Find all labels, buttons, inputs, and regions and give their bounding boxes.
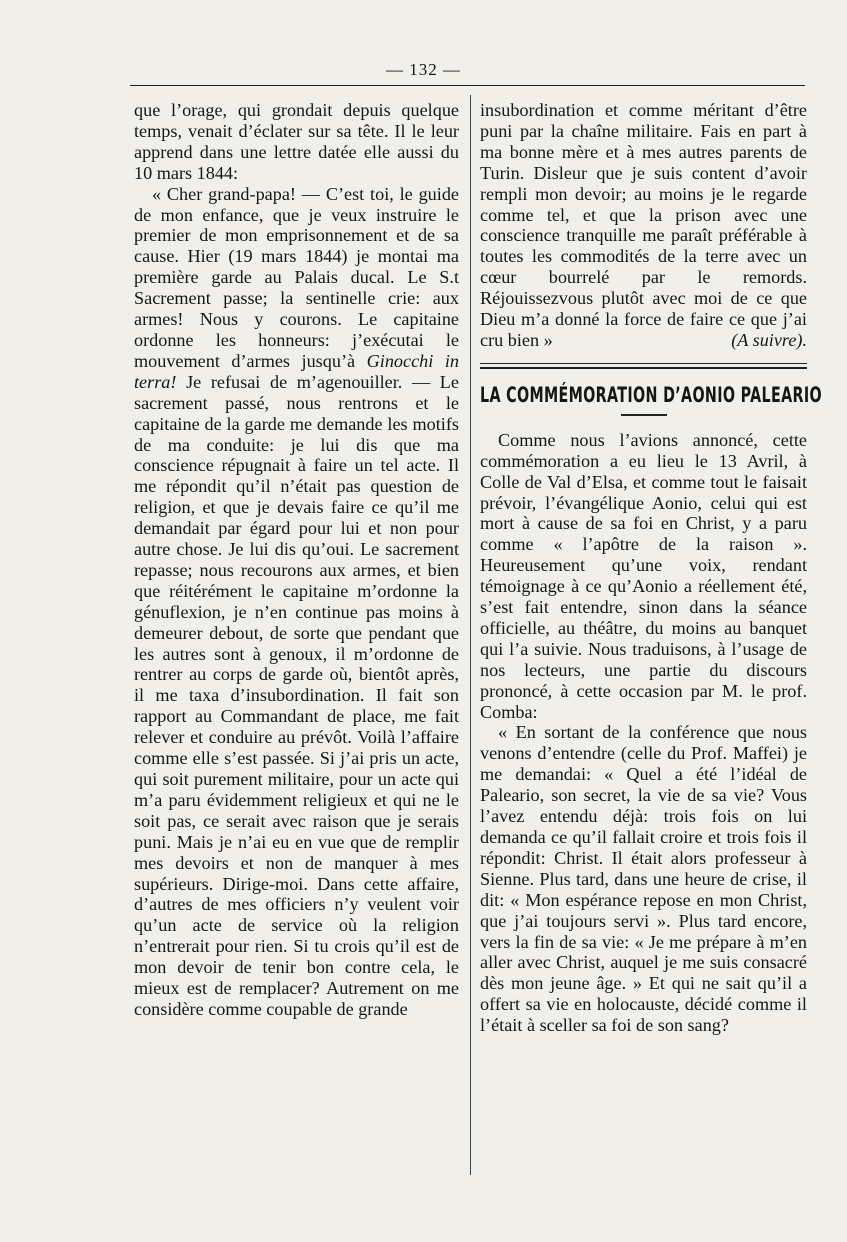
letter-paragraph [134,184,459,1020]
italian-phrase: Ginocchi in terra! [134,350,459,392]
header-rule [130,85,805,86]
page-number: — 132 — [386,60,461,79]
letter-text-b: Je refusai de m’agenouiller. — Le sacrement passé, nous rentrons et le capitaine de la garde me demande les motifs de ma conduite: je lui dis que ma conscience répugnait à faire un tel acte. Il me répondit qu’il n’était pas question de religion, et que je devais faire ce qu’il me demandait par égard pour lui et non pour autre chose. Je lui dis qu’oui. Le sacrement repasse; nous recourons aux armes, et bien que réitérément le capitaine m’ordonne la génuflexion, je n’en continue pas moins à demeurer debout, de sorte que pendant que les autres sont à genoux, il m’ordonne de rentrer au corps de garde où, bientôt après, il me taxa d’insubordination. Il fait son rapport au Commandant de place, me fait relever et conduire au prévôt. Voilà l’affaire comme elle s’est passée. Si j’ai pris un acte, qui soit purement militaire, pour un acte qui m’a paru évidemment religieux et qui ne le soit pas, ce serait avec raison que je serais puni. Mais je n’ai eu en vue que de remplir mes devoirs et non de manquer à mes supérieurs. Dirige-moi. Dans cette affaire, d’autres de mes officiers n’y veulent voir qu’un acte de service où la religion n’entrerait pour rien. Si tu crois qu’il est de mon devoir de tenir bon contre cela, le mieux est de remplacer? Autrement on me considère comme coupable de grande [134,371,459,1019]
letter-ending-text: insubordination et comme méritant d’être puni par la chaîne militaire. Fais en part à ma bonne mère et à mes autres parents de Turin. Disleur que je suis content d’avoir rempli mon devoir; au moins je le regarde comme tel, et que la prison avec une conscience tranquille me paraît préférable à toutes les commodités de la terre avec un cœur bourrelé par le remords. Réjouissezvous plutôt avec moi de ce que Dieu m’a donné la force de faire ce que j’ai cru bien » [480,100,807,350]
section-rule-thin [480,363,807,364]
section-rule-thick [480,367,807,369]
article-paragraph-2: « En sortant de la conférence que nous venons d’entendre (celle du Prof. Maffei) je me demandai: « Quel a été l’idéal de Paleario, son secret, la vie de sa vie? Vous l’avez entendu déjà: trois fois on lui demanda ce qu’il fallait croire et trois fois il répondit: Christ. Il était alors professeur à Sienne. Plus tard, dans une heure de crise, il dit: « Mon espérance repose en mon Christ, que j’ai toujours servi ». Plus tard encore, vers la fin de sa vie: « Je me prépare à m’en aller avec Christ, auquel je me suis consacré dès mon jeune âge. » Et qui ne sait qu’il a offert sa vie en holocauste, décidé comme il l’était à sceller sa foi de son sang? [480,722,807,1036]
right-column [480,100,822,1036]
left-paragraph-1: que l’orage, qui grondait depuis quelque temps, venait d’éclater sur sa tête. Il le leur apprend dans une lettre datée elle aussi du 10 mars 1844: [134,100,459,183]
left-column [134,100,459,1020]
column-divider [470,95,471,1175]
continued-note: (A suivre). [731,329,807,350]
title-dash [621,414,667,416]
right-paragraph-1 [480,100,807,351]
article-paragraph-1: Comme nous l’avions annoncé, cette commémoration a eu lieu le 13 Avril, à Colle de Val d’Elsa, et comme tout le faisait prévoir, l’évangélique Aonio, celui qui est mort à cause de sa foi en Christ, y a paru comme « l’apôtre de la raison ». Heureusement qu’une voix, rendant témoignage à ce qu’Aonio a réellement été, s’est fait entendre, sinon dans la séance officielle, au théâtre, du moins au banquet qui l’a suivie. Nous traduisons, à l’usage de nos lecteurs, une partie du discours prononcé, à cette occasion par M. le prof. Comba: [480,429,807,722]
letter-text-a: « Cher grand-papa! — C’est toi, le guide de mon enfance, que je veux instruire le premier de mon emprisonnement et de sa cause. Hier (19 mars 1844) je montai ma première garde au Palais ducal. Le S.t Sacrement passe; la sentinelle crie: aux armes! Nous y courons. Le capitaine ordonne les honneurs: j’exécutai le mouvement d’armes jusqu’à [134,183,459,371]
section-title: LA COMMÉMORATION D’AONIO PALEARIO [480,382,822,407]
